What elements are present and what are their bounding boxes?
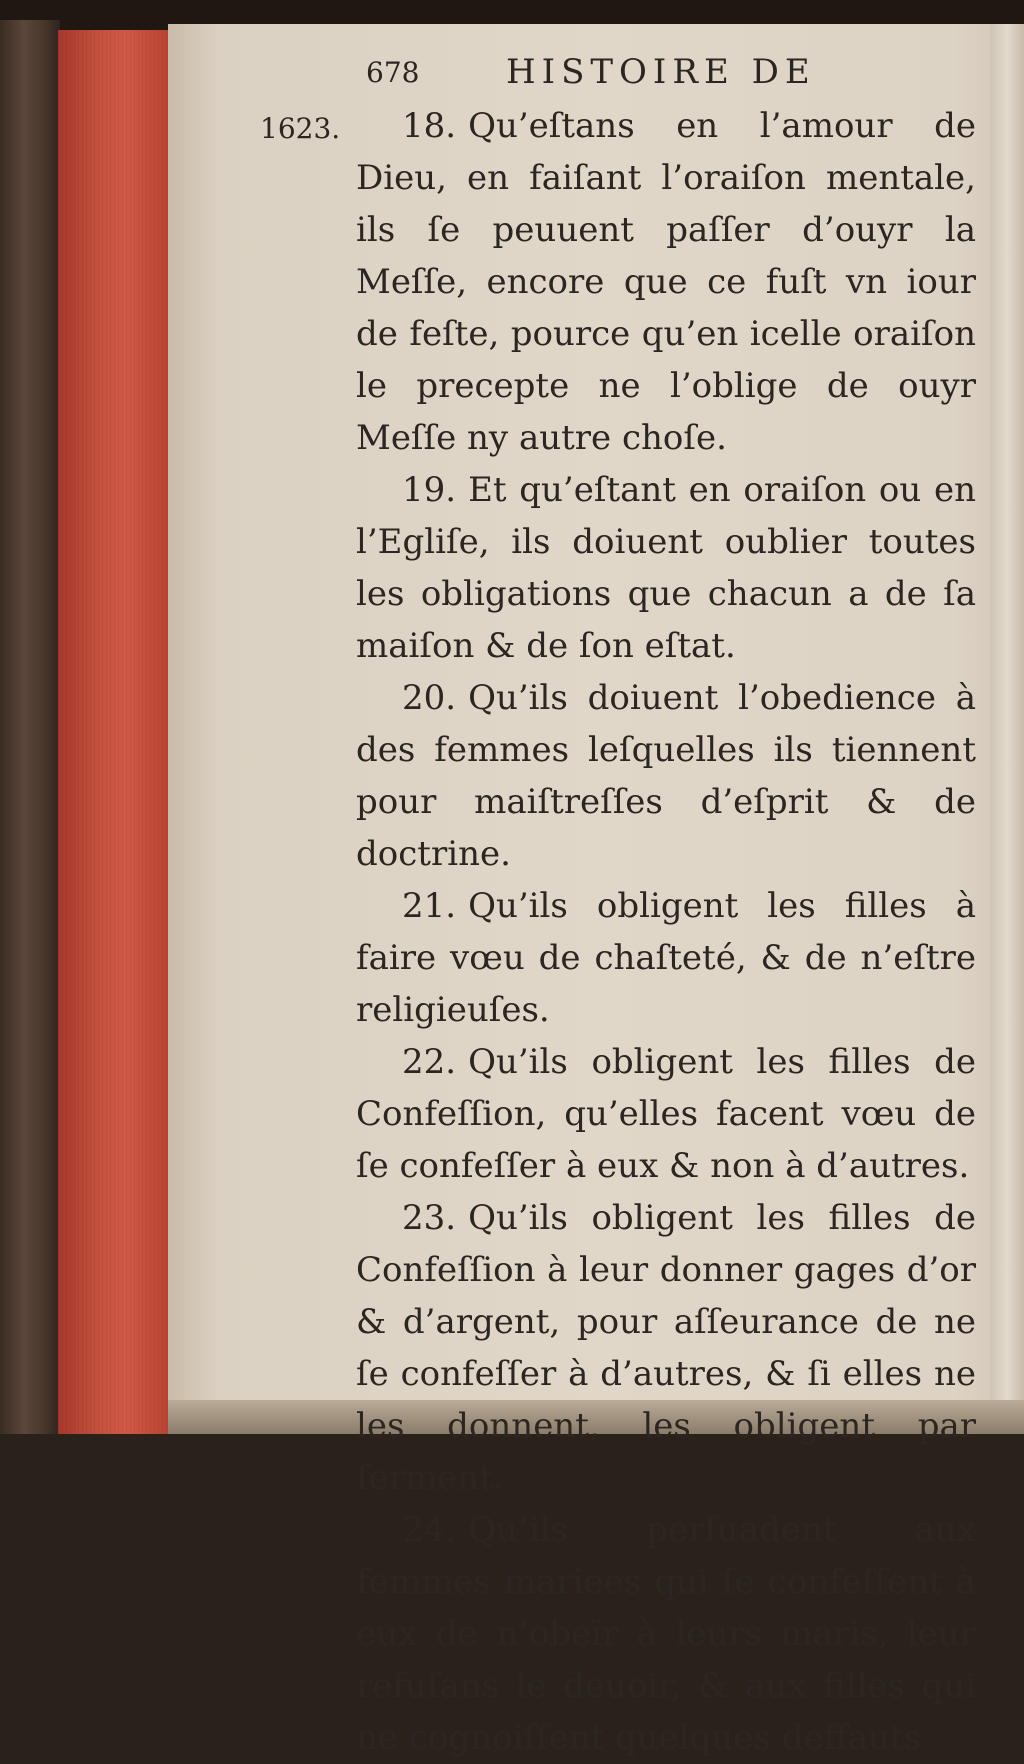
article-text: Qu’ils obligent les filles à faire vœu de chaſteté, & de n’eſtre religieuſes. bbox=[356, 886, 976, 1030]
article-list bbox=[356, 100, 976, 1764]
page-number: 678 bbox=[366, 56, 420, 89]
article-text: Qu’ils doiuent l’obedience à des femmes leſquelles ils tiennent pour maiſtreſſes d’eſprit & de doctrine. bbox=[356, 678, 976, 874]
page-text bbox=[356, 44, 976, 1764]
article-24 bbox=[356, 1504, 976, 1764]
book-spine bbox=[0, 20, 60, 1434]
article-22 bbox=[356, 1036, 976, 1192]
article-number: 20. bbox=[402, 678, 457, 718]
article-number: 23. bbox=[402, 1198, 457, 1238]
page-edge-lines bbox=[58, 30, 170, 1434]
margin-year: 1623. bbox=[260, 112, 341, 145]
article-20 bbox=[356, 672, 976, 880]
article-23 bbox=[356, 1192, 976, 1504]
article-21 bbox=[356, 880, 976, 1036]
article-text: Qu’ils perſuadent aux femmes mariees qui ſe confeſſent à eux de n’obeïr à leurs maris, leur refuſans le deuoir, & aux filles qui ne cognoiſſent quelques deffauts bbox=[356, 1510, 976, 1758]
article-18 bbox=[356, 100, 976, 464]
article-number: 22. bbox=[402, 1042, 457, 1082]
article-text: Qu’ils obligent les filles de Confeſſion, qu’elles facent vœu de ſe confeſſer à eux & non à d’autres. bbox=[356, 1042, 976, 1186]
article-text: Qu’ils obligent les filles de Confeſſion à leur donner gages d’or & d’argent, pour aſſeurance de ne ſe confeſſer à d’autres, & ſi elles ne les donnent, les obligent par ſerment. bbox=[356, 1198, 976, 1498]
article-number: 21. bbox=[402, 886, 457, 926]
article-text: Et qu’eſtant en oraiſon ou en l’Egliſe, ils doiuent oublier toutes les obligations que chacun a de ſa maiſon & de ſon eſtat. bbox=[356, 470, 976, 666]
article-19 bbox=[356, 464, 976, 672]
right-page-edge bbox=[990, 24, 1024, 1434]
running-head-title: HISTOIRE DE bbox=[506, 52, 816, 92]
article-number: 24. bbox=[402, 1510, 457, 1550]
article-number: 18. bbox=[402, 106, 457, 146]
article-number: 19. bbox=[402, 470, 457, 510]
running-header bbox=[356, 44, 976, 100]
article-text: Qu’eſtans en l’amour de Dieu, en faiſant l’oraiſon mentale, ils ſe peuuent paſſer d’ouyr la Meſſe, encore que ce fuſt vn iour de feſte, pource qu’en icelle oraiſon le precepte ne l’oblige de ouyr Meſſe ny autre choſe. bbox=[356, 106, 976, 458]
